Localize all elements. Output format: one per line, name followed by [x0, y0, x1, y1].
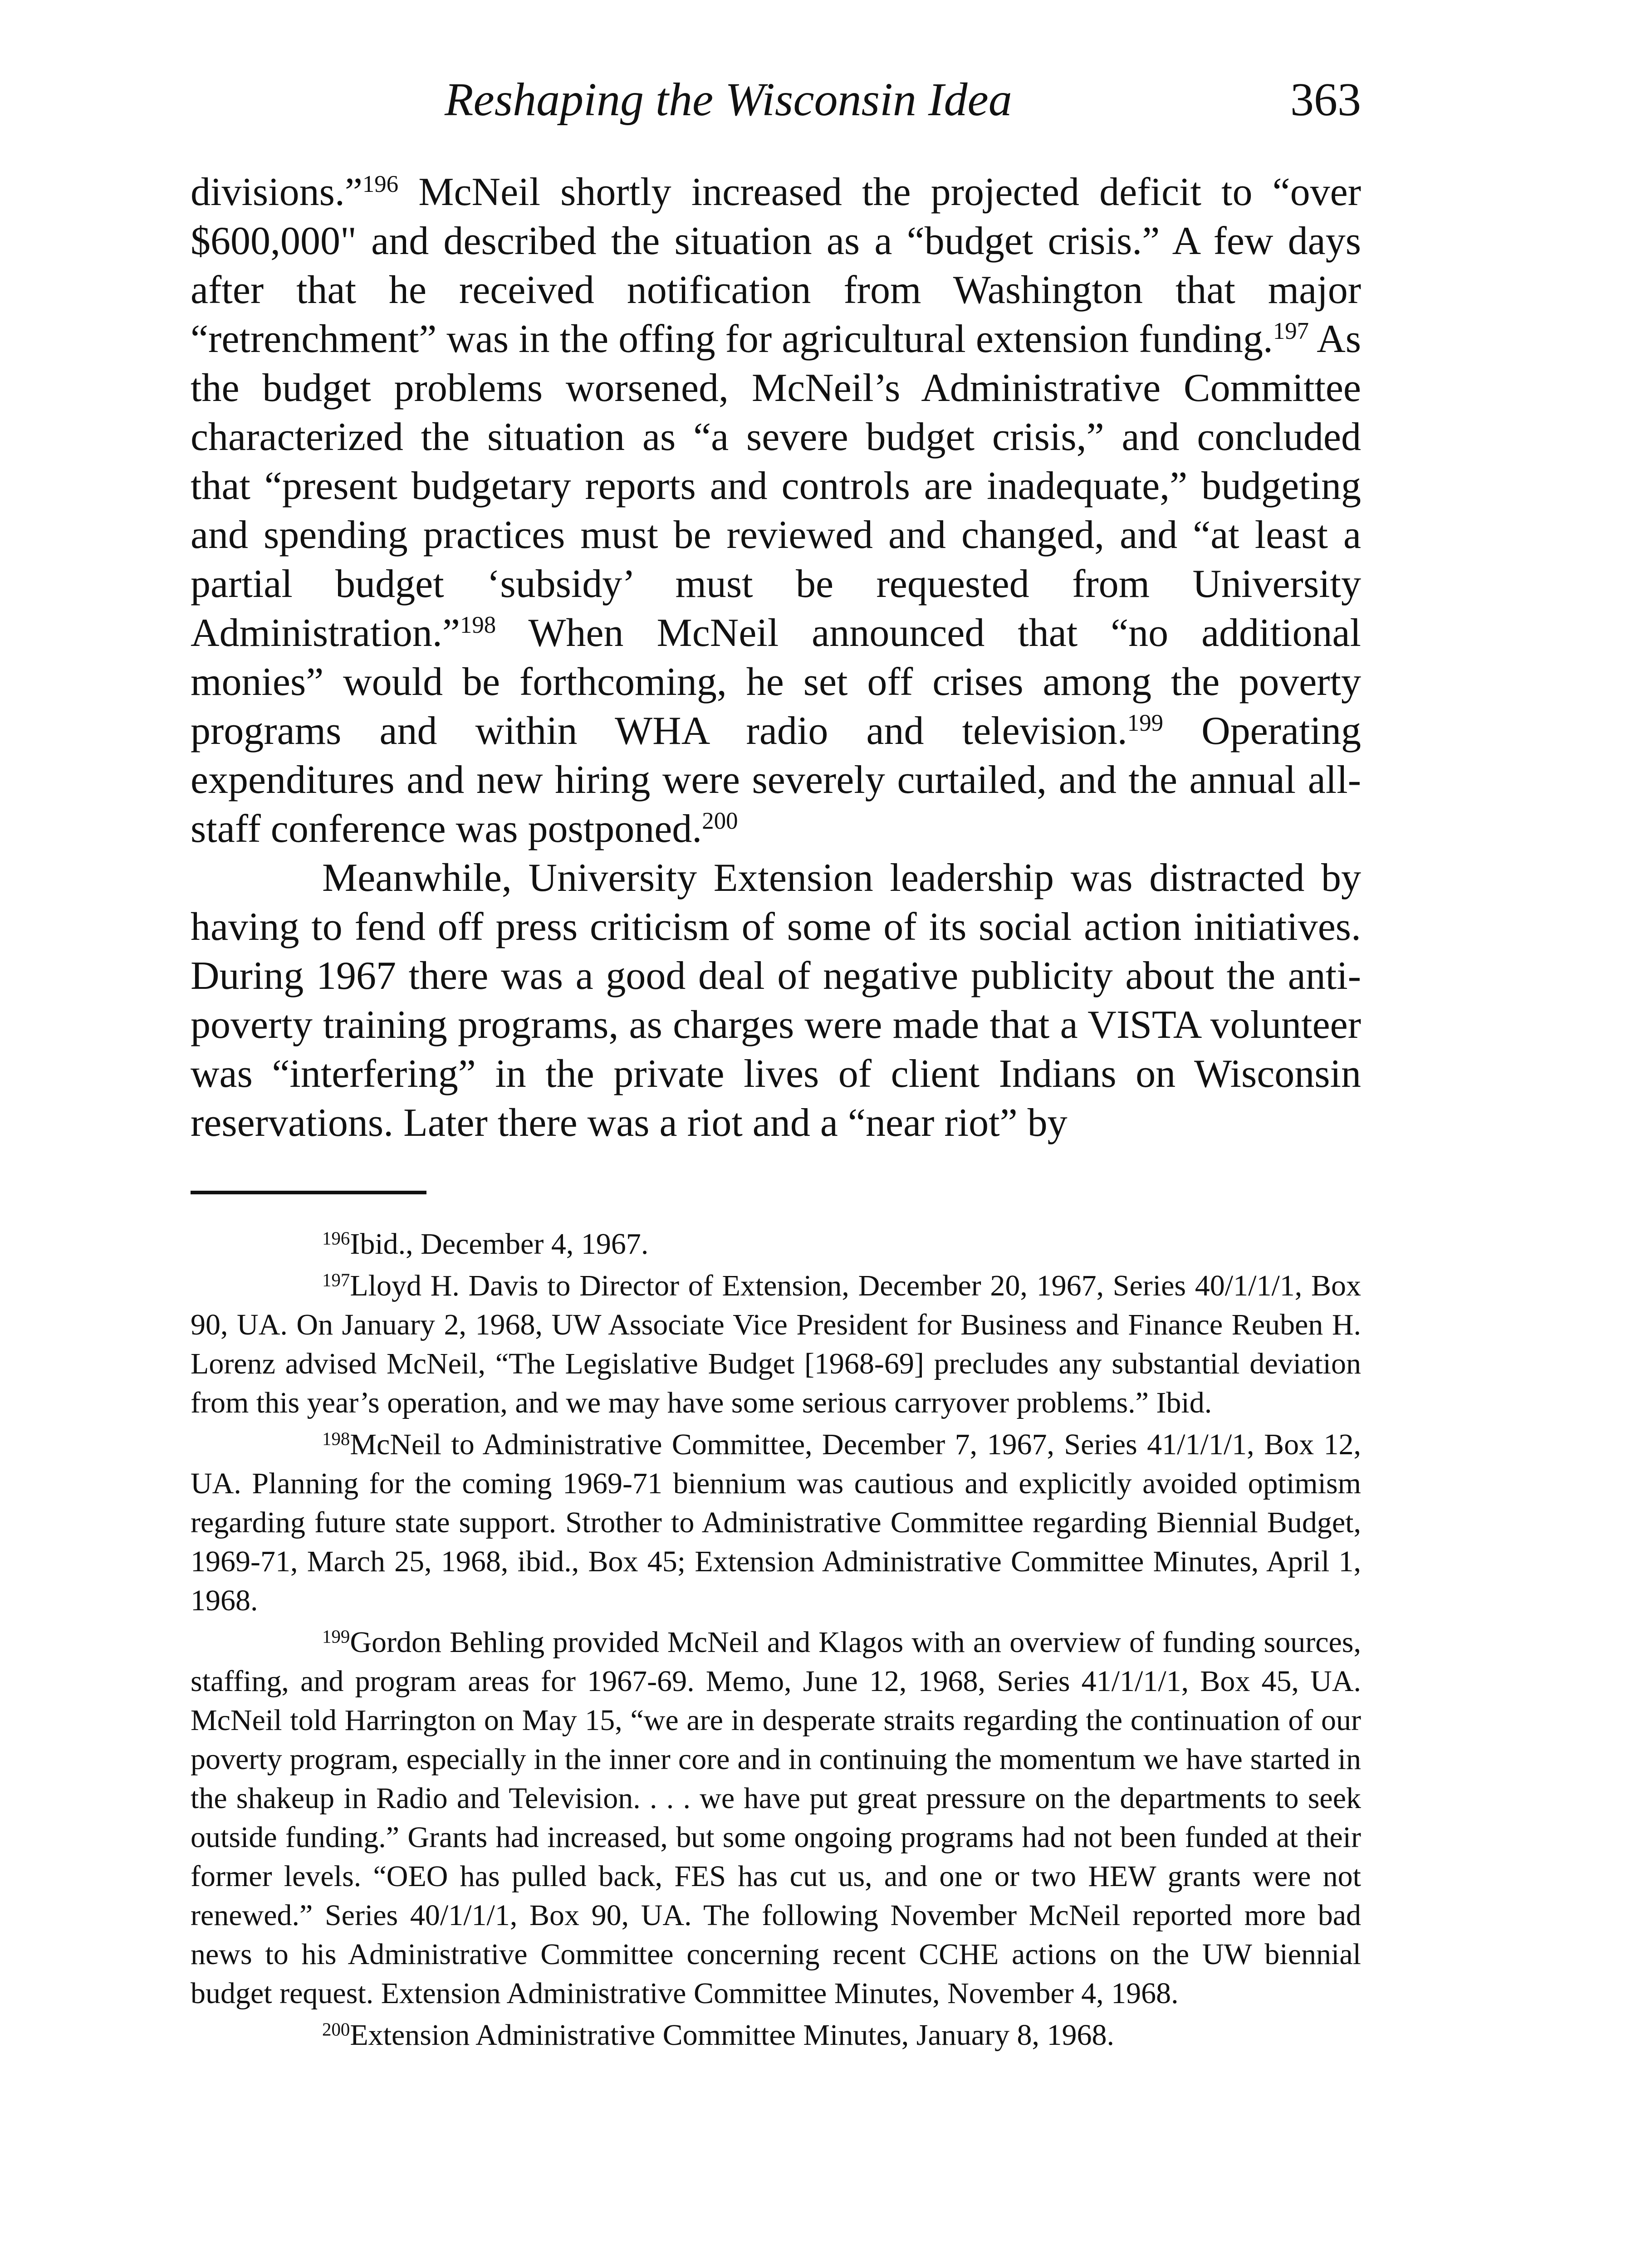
paragraph-1: [191, 168, 1361, 854]
page-number: 363: [1290, 73, 1361, 126]
footnote-text: Extension Administrative Committee Minutes, January 8, 1968.: [350, 2019, 1115, 2052]
footnotes: [191, 1225, 1361, 2058]
body-text: [191, 168, 1361, 1148]
footnote-197: [191, 1266, 1361, 1422]
footnote-200: [191, 2016, 1361, 2055]
text-run: When McNeil announced that “no additional monies” would be forthcoming, he set off crises among the poverty programs and within WHA radio and television.: [191, 611, 1361, 753]
footnote-number: 196: [322, 1228, 350, 1249]
footnote-text: McNeil to Administrative Committee, December 7, 1967, Series 41/1/1/1, Box 12, UA. Planning for the coming 1969-71 biennium was cautious and explicitly avoided optimism regarding future state support. Strother to Administrative Committee regarding Biennial Budget, 1969-71, March 25, 1968, ibid., Box 45; Extension Administrative Committee Minutes, April 1, 1968.: [191, 1428, 1361, 1617]
footnote-198: [191, 1425, 1361, 1620]
footnote-ref-196: 196: [362, 171, 399, 197]
footnote-ref-199: 199: [1127, 709, 1163, 736]
footnote-ref-197: 197: [1273, 318, 1309, 344]
text-run: McNeil shortly increased the projected deficit to “over $600,000" and described the situation as a “budget crisis.” A few days after that he received notification from Washington that major “retrenchment” was in the offing for agricultural extension funding.: [191, 170, 1361, 361]
text-run: Operating expenditures and new hiring were severely curtailed, and the annual all-staff conference was postponed.: [191, 709, 1361, 851]
footnote-ref-200: 200: [702, 807, 738, 834]
footnote-number: 200: [322, 2019, 350, 2040]
footnote-196: [191, 1225, 1361, 1264]
paragraph-2: Meanwhile, University Extension leadership was distracted by having to fend off press criticism of some of its social action initiatives. During 1967 there was a good deal of negative publicity about the anti-poverty training programs, as charges were made that a VISTA volunteer was “interfering” in the private lives of client Indians on Wisconsin reservations. Later there was a riot and a “near riot” by: [191, 856, 1361, 1145]
footnote-text: Gordon Behling provided McNeil and Klagos with an overview of funding sources, staffing, and program areas for 1967-69. Memo, June 12, 1968, Series 41/1/1/1, Box 45, UA. McNeil told Harrington on May 15, “we are in desperate straits regarding the continuation of our poverty program, especially in the inner core and in continuing the momentum we have started in the shakeup in Radio and Television. . . . we have put great pressure on the departments to seek outside funding.” Grants had increased, but some ongoing programs had not been funded at their former levels. “OEO has pulled back, FES has cut us, and one or two HEW grants were not renewed.” Series 40/1/1/1, Box 90, UA. The following November McNeil reported more bad news to his Administrative Committee concerning recent CCHE actions on the UW biennial budget request. Extension Administrative Committee Minutes, November 4, 1968.: [191, 1626, 1361, 2010]
footnote-199: [191, 1623, 1361, 2013]
text-run: divisions.”: [191, 170, 362, 214]
footnote-text: Lloyd H. Davis to Director of Extension, December 20, 1967, Series 40/1/1/1, Box 90, UA. On January 2, 1968, UW Associate Vice President for Business and Finance Reuben H. Lorenz advised McNeil, “The Legislative Budget [1968-69] precludes any substantial deviation from this year’s operation, and we may have some serious carryover problems.” Ibid.: [191, 1269, 1361, 1419]
footnote-ref-198: 198: [460, 611, 496, 638]
footnote-text: Ibid., December 4, 1967.: [350, 1227, 649, 1261]
text-run: As the budget problems worsened, McNeil’s Administrative Committee characterized the situation as “a severe budget crisis,” and concluded that “present budgetary reports and controls are inadequate,” budgeting and spending practices must be reviewed and changed, and “at least a partial budget ‘subsidy’ must be requested from University Administration.”: [191, 317, 1361, 655]
running-title: Reshaping the Wisconsin Idea: [445, 73, 1012, 126]
footnote-number: 199: [322, 1626, 350, 1647]
footnote-number: 197: [322, 1270, 350, 1290]
page-header: [191, 68, 1361, 132]
footnote-separator: [191, 1191, 426, 1194]
footnote-number: 198: [322, 1428, 350, 1449]
